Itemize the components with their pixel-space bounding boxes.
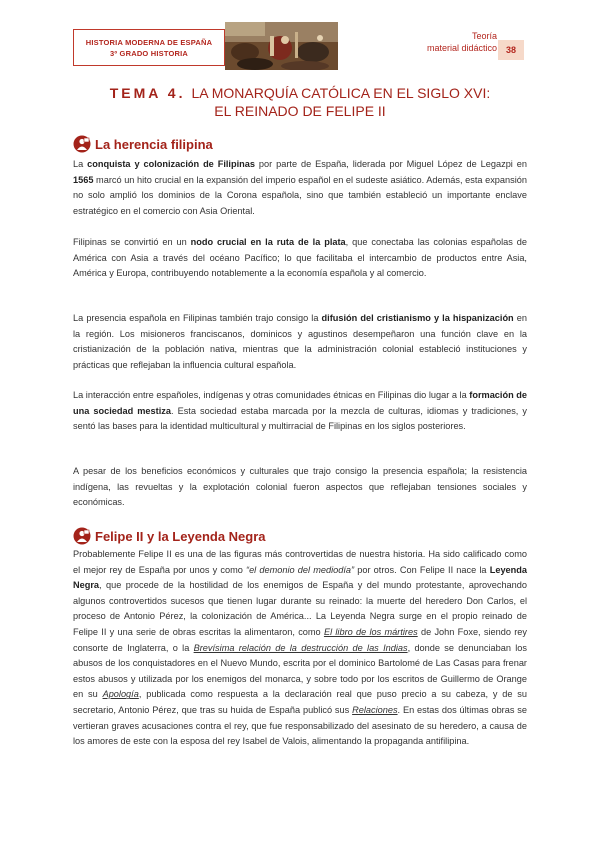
material-type [427, 30, 497, 54]
page-number-badge: 38 [498, 40, 524, 60]
work-title: Apología [102, 689, 139, 700]
paragraph-conquista: La conquista y colonización de Filipinas por parte de España, liderada por Miguel López de Legazpi en 1565 marcó un hito crucial en la expansión del imperio español en el sudeste asiático. Además, esta expansión no solo amplió los dominios de la Corona española, sino que también estableció un importante enclave estratégico en el comercio con Asia Oriental. [73, 159, 527, 216]
paragraph-resistencia: A pesar de los beneficios económicos y culturales que trajo consigo la presencia española; la resistencia indígena, las revueltas y la explotación colonial fueron aspectos que reflejaban tensiones sociales y económicas. [73, 466, 527, 508]
work-title: Relaciones [352, 704, 398, 715]
teacher-icon [73, 135, 91, 153]
header-painting-image [225, 22, 338, 70]
section-heading-text: La herencia filipina [95, 136, 213, 152]
chapter-title-line1: LA MONARQUÍA CATÓLICA EN EL SIGLO XVI: [191, 85, 491, 101]
paragraph-sociedad-mestiza: La interacción entre españoles, indígenas y otras comunidades étnicas en Filipinas dio lugar a la formación de una sociedad mestiza. Esta sociedad estaba marcada por la mezcla de culturas, idiomas y tradiciones, y sentó las bases para la identidad multicultural y multirracial de Filipinas en los siglos posteriores. [73, 390, 527, 432]
material-type-line2: material didáctico [426, 43, 497, 53]
chapter-number: TEMA 4. [109, 85, 186, 101]
chapter-title [0, 84, 600, 120]
paragraph-ruta-plata: Filipinas se convirtió en un nodo crucial en la ruta de la plata, que conectaba las colonias españolas de América con Asia a través del océano Pacífico; lo que facilitaba el intercambio de productos entre Asia, América y Europa, contribuyendo notablemente a la economía española y al comercio. [73, 237, 527, 279]
course-degree: 3º GRADO HISTORIA [109, 48, 189, 58]
paragraph-cristianismo: La presencia española en Filipinas también trajo consigo la difusión del cristianismo y la hispanización en la región. Los misioneros franciscanos, dominicos y agustinos desempeñaron una función clave en la cristianización de la población nativa, mientras que la administración colonial estableció instituciones y prácticas que reflejaban la influencia cultural española. [73, 313, 527, 370]
work-title: Brevísima relación de la destrucción de las Indias [193, 642, 408, 653]
material-type-line1: Teoría [471, 31, 497, 41]
section-heading-herencia [73, 135, 213, 153]
section-heading-text: Felipe II y la Leyenda Negra [95, 528, 266, 544]
section-heading-leyenda-negra [73, 527, 266, 545]
chapter-title-line2: EL REINADO DE FELIPE II [214, 103, 386, 119]
work-title: El libro de los mártires [323, 626, 418, 637]
teacher-icon [73, 527, 91, 545]
course-label-box [73, 29, 225, 66]
course-name: HISTORIA MODERNA DE ESPAÑA [85, 37, 213, 47]
paragraph-felipe-ii: Probablemente Felipe II es una de las figuras más controvertidas de nuestra historia. Ha sido calificado como el mejor rey de España por unos y como “el demonio del mediodía” por otros. Con Felipe II nace la Leyenda Negra, que procede de la hostilidad de los enemigos de España y del mundo protestante, aprovechando algunos controvertidos sucesos que tienen lugar durante su reinado: la muerte del heredero Don Carlos, el proceso de Antonio Pérez, la colonización de América... La Leyenda Negra surge en el propio reinado de Felipe II y una serie de obras escritas la alimentaron, como El libro de los mártires de John Foxe, siendo rey consorte de Inglaterra, o la Brevísima relación de la destrucción de las Indias, donde se denunciaban los abusos de los conquistadores en el Nuevo Mundo, escrita por el dominico Bartolomé de Las Casas para frenar estos abusos y utilizada por los enemigos del monarca, y sobre todo por los escritos de Guillermo de Orange en su Apología, publicada como respuesta a la declaración real que puso precio a su cabeza, y de su secretario, Antonio Pérez, que tras su huida de España publicó sus Relaciones. En estas dos últimas obras se vertieran graves acusaciones contra el rey, que fue responsabilizado del asesinato de su heredero, a causa de los amores de este con la esposa del rey Isabel de Valois, alimentando la propaganda antifilipina. [73, 549, 528, 747]
